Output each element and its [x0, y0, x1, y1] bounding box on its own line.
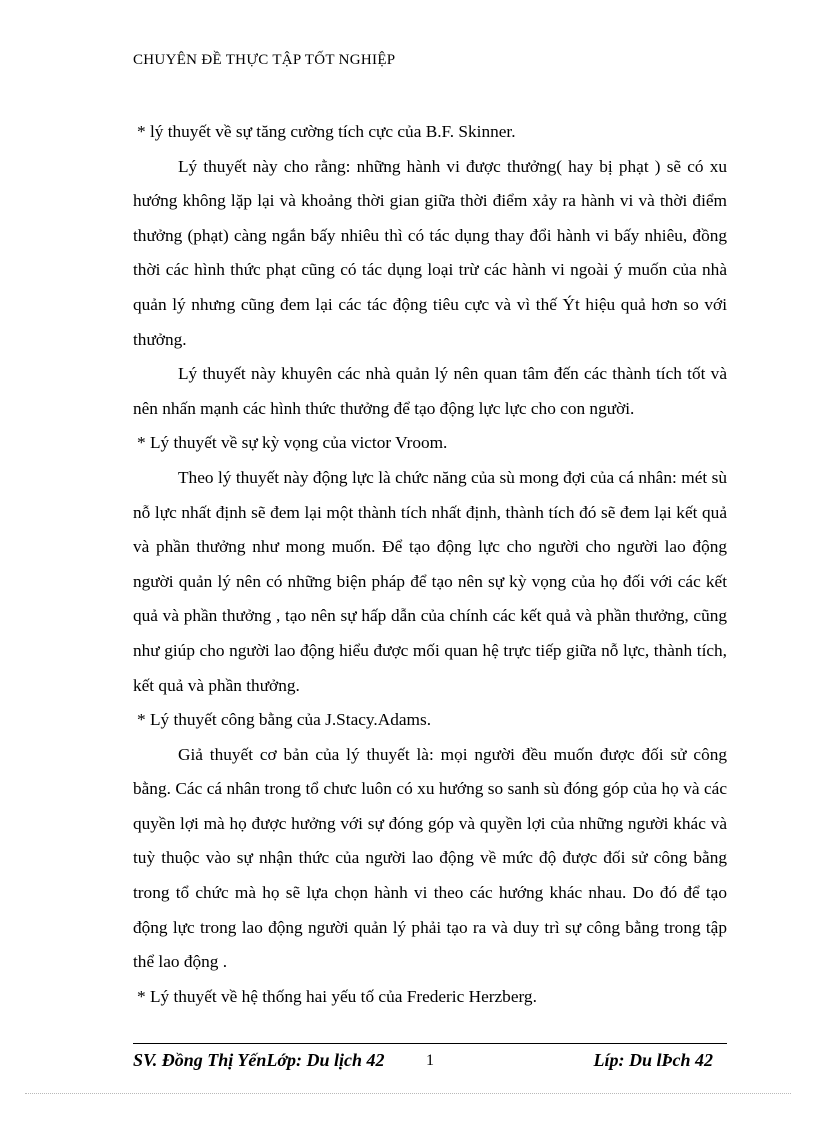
paragraph-adams-theory: Giả thuyết cơ bản của lý thuyết là: mọi người đều muốn được đối sử công bằng. Các cá nhân trong tổ chưc luôn có xu hướng so sanh sù đóng góp của họ và các quyền lợi mà họ được hưởng với sự đóng góp và quyền lợi của những người khác và tuỳ thuộc vào sự nhận thức của người lao động về mức độ được đối sử công bằng trong tổ chức mà họ sẽ lựa chọn hành vi theo các hướng khác nhau. Do đó để tạo động lực trong lao động người quản lý phải tạo ra và duy trì sự công bằng trong tập thể lao động . [133, 744, 727, 972]
footer-divider [133, 1043, 727, 1044]
paragraph-skinner-theory: Lý thuyết này cho rằng: những hành vi được thưởng( hay bị phạt ) sẽ có xu hướng không lặp lại và khoảng thời gian giữa thời điểm xảy ra hành vi và thời điểm thưởng (phạt) càng ngắn bấy nhiêu thì có tác dụng thay đổi hành vi bấy nhiêu, đồng thời các hình thức phạt cũng có tác dụng loại trừ các hành vi ngoài ý muốn của nhà quản lý nhưng cũng đem lại các tác động tiêu cực và vì thế Ýt hiệu quả hơn so với thưởng. [133, 156, 727, 349]
document-body [133, 115, 727, 1014]
page-number: 1 [426, 1052, 434, 1069]
section-heading-skinner: * lý thuyết về sự tăng cường tích cực của B.F. Skinner. [137, 122, 516, 141]
section-heading-herzberg: * Lý thuyết về hệ thống hai yếu tố của Frederic Herzberg. [137, 986, 537, 1006]
paragraph-skinner-advice: Lý thuyết này khuyên các nhà quản lý nên quan tâm đến các thành tích tốt và nên nhấn mạnh các hình thức thưởng để tạo động lực lực cho con người. [133, 364, 727, 418]
section-heading-vroom: * Lý thuyết về sự kỳ vọng của victor Vroom. [137, 433, 448, 453]
footer-author-class: SV. Đồng Thị YếnLớp: Du lịch 42 [133, 1050, 385, 1070]
page-bottom-border [25, 1093, 791, 1094]
section-heading-adams: * Lý thuyết công bằng của J.Stacy.Adams. [137, 710, 432, 730]
page-footer [133, 1050, 713, 1076]
page-header: CHUYÊN ĐỀ THỰC TẬP TỐT NGHIỆP [133, 52, 396, 68]
paragraph-vroom-theory: Theo lý thuyết này động lực là chức năng của sù mong đợi của cá nhân: mét sù nỗ lực nhất định sẽ đem lại một thành tích nhất định, thành tích đó sẽ đem lại kết quả và phần thưởng như mong muốn. Để tạo động lực cho người cho người lao động người quản lý nên có những biện pháp để tạo nên sự kỳ vọng của họ đối với các kết quả và phần thưởng , tạo nên sự hấp dẫn của chính các kết quả và phần thưởng, cũng như giúp cho người lao động hiểu được mối quan hệ trực tiếp giữa nỗ lực, thành tích, kết quả và phần thưởng. [133, 467, 727, 695]
footer-class-label: Líp: Du lÞch 42 [593, 1050, 713, 1070]
